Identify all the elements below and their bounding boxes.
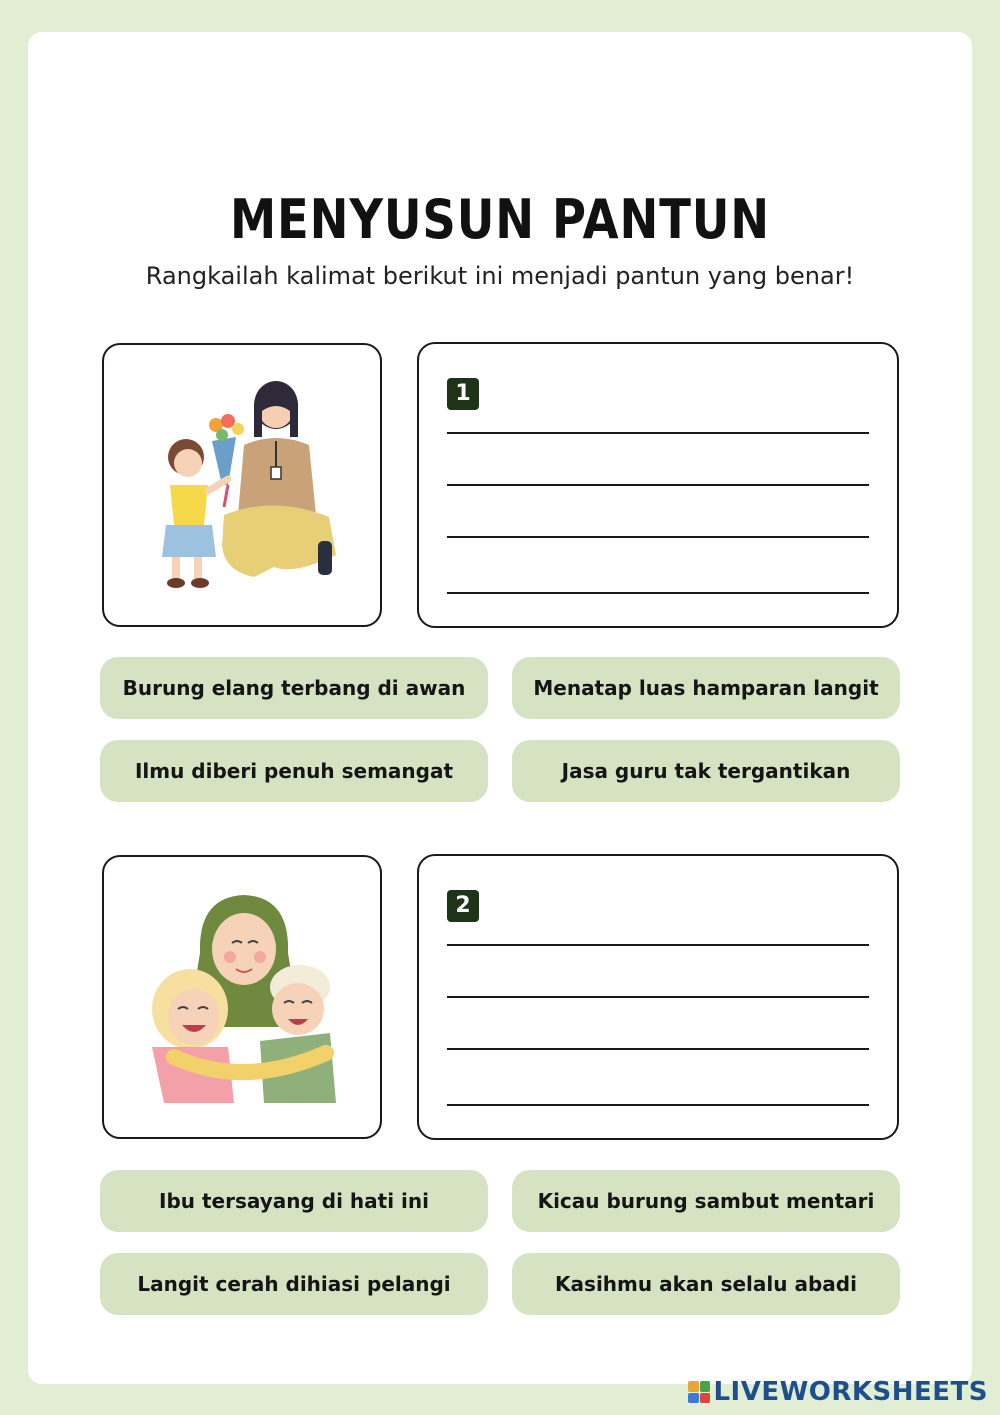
mother-hugging-children-illustration bbox=[104, 857, 380, 1137]
answer-line[interactable] bbox=[447, 1048, 869, 1050]
answer-line[interactable] bbox=[447, 1104, 869, 1106]
option-pill[interactable]: Ibu tersayang di hati ini bbox=[100, 1170, 488, 1232]
exercise-number-2: 2 bbox=[447, 890, 479, 922]
option-pill[interactable]: Jasa guru tak tergantikan bbox=[512, 740, 900, 802]
answer-line[interactable] bbox=[447, 944, 869, 946]
page-subtitle: Rangkailah kalimat berikut ini menjadi pantun yang benar! bbox=[145, 262, 855, 290]
page-title: MENYUSUN PANTUN bbox=[229, 188, 771, 251]
option-pill[interactable]: Langit cerah dihiasi pelangi bbox=[100, 1253, 488, 1315]
answer-box-1[interactable] bbox=[417, 342, 899, 628]
answer-line[interactable] bbox=[447, 432, 869, 434]
answer-line[interactable] bbox=[447, 484, 869, 486]
illustration-box-1 bbox=[102, 343, 382, 627]
illustration-box-2 bbox=[102, 855, 382, 1139]
option-pill[interactable]: Kicau burung sambut mentari bbox=[512, 1170, 900, 1232]
option-pill[interactable]: Menatap luas hamparan langit bbox=[512, 657, 900, 719]
answer-box-2[interactable] bbox=[417, 854, 899, 1140]
option-pill[interactable]: Burung elang terbang di awan bbox=[100, 657, 488, 719]
logo-mark-icon bbox=[688, 1381, 710, 1403]
option-pill[interactable]: Kasihmu akan selalu abadi bbox=[512, 1253, 900, 1315]
answer-line[interactable] bbox=[447, 996, 869, 998]
answer-line[interactable] bbox=[447, 592, 869, 594]
exercise-number-1: 1 bbox=[447, 378, 479, 410]
liveworksheets-logo bbox=[688, 1377, 988, 1407]
answer-line[interactable] bbox=[447, 536, 869, 538]
teacher-receiving-flowers-illustration bbox=[104, 345, 380, 625]
brand-name: LIVEWORKSHEETS bbox=[713, 1377, 988, 1407]
option-pill[interactable]: Ilmu diberi penuh semangat bbox=[100, 740, 488, 802]
